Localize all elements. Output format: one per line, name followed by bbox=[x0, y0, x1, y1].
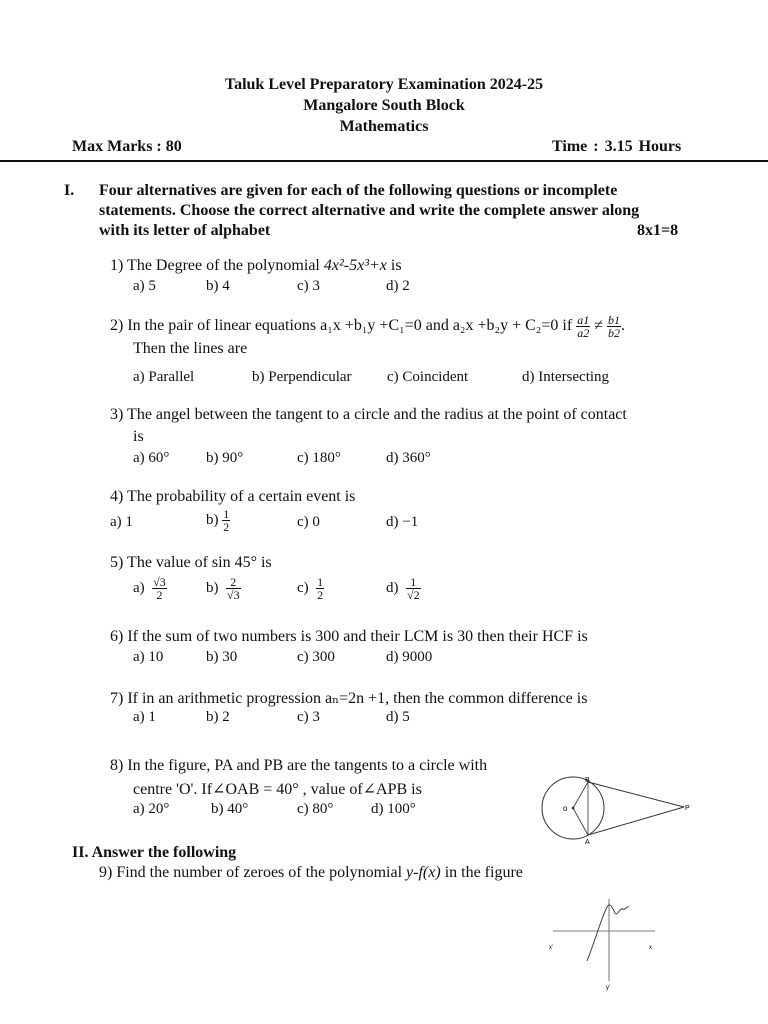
header-divider bbox=[0, 160, 768, 162]
question-text: The value of sin 45° is bbox=[127, 554, 272, 571]
option-d: d) 9000 bbox=[386, 649, 433, 665]
section-2-label: II. Answer the following bbox=[72, 844, 237, 861]
exam-title: Taluk Level Preparatory Examination 2024-25 bbox=[224, 76, 544, 93]
radius-oa bbox=[573, 808, 588, 835]
option-d: d) 360° bbox=[386, 450, 431, 466]
fraction-a1-a2: $\frac{a1}{a2}$ bbox=[577, 313, 590, 340]
question-text: In the figure, PA and PB are the tangents to a circle with bbox=[127, 757, 488, 774]
option-a: a) 1 bbox=[110, 514, 133, 530]
max-marks: Max Marks : 80 bbox=[72, 138, 182, 155]
question-number: 4) bbox=[110, 488, 124, 505]
option-a: a) 10 bbox=[133, 649, 164, 665]
question-number: 6) bbox=[110, 628, 124, 645]
option-c: c) 3 bbox=[297, 278, 320, 294]
question-9 bbox=[99, 864, 523, 882]
question-text: Find the number of zeroes of the polynomial bbox=[116, 864, 403, 881]
question-2: 2) In the pair of linear equations a₁x +b₁y +C₁=0 and a₂x +b₂y + C₂=0 if $\frac{a1}{a2}$ ≠ $\frac{b1}{b2}$ . bbox=[110, 313, 625, 340]
option-a: a) 20° bbox=[133, 801, 170, 817]
fraction-b1-b2: $\frac{b1}{b2}$ bbox=[607, 313, 620, 340]
tangent-pb bbox=[588, 782, 684, 807]
instructions-line-2: statements. Choose the correct alternative and write the complete answer along bbox=[99, 202, 640, 219]
question-4 bbox=[110, 488, 355, 506]
section-1-marks: 8x1=8 bbox=[637, 222, 679, 239]
question-3 bbox=[110, 406, 627, 424]
option-b: b) 90° bbox=[206, 450, 244, 466]
question-5 bbox=[110, 554, 272, 572]
question-text: The angel between the tangent to a circle and the radius at the point of contact bbox=[127, 406, 627, 423]
option-a: a) Parallel bbox=[133, 369, 195, 385]
option-a: a) 1 bbox=[133, 709, 156, 725]
option-c: c) Coincident bbox=[387, 369, 469, 385]
question-number: 1) bbox=[110, 257, 124, 274]
option-b: b) 40° bbox=[211, 801, 249, 817]
question-text: In the pair of linear equations a₁x +b₁y +C₁=0 and a₂x +b₂y + C₂=0 if bbox=[127, 317, 573, 335]
option-d: d) $\frac{1}{√2}$ bbox=[386, 575, 420, 602]
fraction-one-half: $\frac{1}{2}$ bbox=[317, 575, 324, 602]
question-text-end: in the figure bbox=[444, 864, 523, 881]
option-a: a) $\frac{√3}{2}$ bbox=[133, 575, 166, 602]
label-a: A bbox=[585, 839, 590, 845]
option-a: a) 5 bbox=[133, 278, 156, 294]
not-equal-sign: ≠ bbox=[594, 317, 603, 335]
option-a: a) 60° bbox=[133, 450, 170, 466]
block-name: Mangalore South Block bbox=[303, 97, 465, 114]
question-text: The probability of a certain event is bbox=[127, 488, 356, 505]
section-1-instructions bbox=[99, 181, 699, 241]
label-p: P bbox=[685, 805, 690, 812]
fraction-1-over-root2: $\frac{1}{√2}$ bbox=[407, 575, 420, 602]
option-b: b) 30 bbox=[206, 649, 238, 665]
question-1 bbox=[110, 257, 402, 275]
option-b: b) 2 bbox=[206, 709, 230, 725]
subject-name: Mathematics bbox=[339, 118, 429, 135]
option-c: c) $\frac{1}{2}$ bbox=[297, 575, 324, 602]
option-d: d) −1 bbox=[386, 514, 419, 530]
label-x: x bbox=[649, 945, 652, 951]
label-b: B bbox=[585, 777, 590, 784]
question-text: If in an arithmetic progression aₙ=2n +1, then the common difference is bbox=[127, 690, 588, 707]
question-2-line-2: Then the lines are bbox=[133, 340, 248, 357]
instructions-line-3: with its letter of alphabet bbox=[99, 222, 271, 239]
question-number: 8) bbox=[110, 757, 124, 774]
label-x-prime: x' bbox=[549, 945, 554, 951]
radius-ob bbox=[573, 782, 588, 808]
option-c: c) 300 bbox=[297, 649, 335, 665]
section-1-label: I. bbox=[64, 182, 75, 199]
center-point bbox=[572, 807, 575, 810]
fraction-root3-over-2: $\frac{√3}{2}$ bbox=[153, 575, 166, 602]
question-text-end: is bbox=[390, 257, 402, 274]
question-number: 7) bbox=[110, 690, 124, 707]
polynomial: 4x²-5x³+x bbox=[323, 257, 387, 274]
option-d: d) 2 bbox=[386, 278, 410, 294]
question-number: 9) bbox=[99, 864, 113, 881]
option-b: b) $\frac{2}{√3}$ bbox=[206, 575, 240, 602]
tangent-pa bbox=[588, 807, 684, 835]
question-6 bbox=[110, 628, 588, 646]
question-text: The Degree of the polynomial bbox=[127, 257, 320, 274]
option-d: d) 5 bbox=[386, 709, 410, 725]
option-c: c) 3 bbox=[297, 709, 320, 725]
question-number: 2) bbox=[110, 317, 124, 335]
label-y-prime: y' bbox=[606, 985, 611, 991]
curve-shape bbox=[587, 905, 629, 961]
question-7 bbox=[110, 688, 587, 708]
option-b: b) Perpendicular bbox=[252, 369, 352, 385]
option-d: d) Intersecting bbox=[522, 369, 610, 385]
fraction-2-over-root3: $\frac{2}{√3}$ bbox=[227, 575, 240, 602]
polynomial-graph-figure bbox=[543, 895, 668, 995]
fraction-one-half: $\frac{1}{2}$ bbox=[223, 507, 230, 534]
question-number: 5) bbox=[110, 554, 124, 571]
question-text: If the sum of two numbers is 300 and their LCM is 30 then their HCF is bbox=[127, 628, 588, 645]
polynomial-expression: y-f(x) bbox=[406, 864, 441, 881]
question-number: 3) bbox=[110, 406, 124, 423]
option-d: d) 100° bbox=[371, 801, 416, 817]
question-8-line-2: centre 'O'. If∠OAB = 40° , value of∠APB is bbox=[133, 781, 422, 798]
option-b: b) 4 bbox=[206, 278, 230, 294]
time-allowed: Time : 3.15 Hours bbox=[552, 138, 682, 155]
option-c: c) 80° bbox=[297, 801, 334, 817]
option-c: c) 0 bbox=[297, 514, 320, 530]
option-c: c) 180° bbox=[297, 450, 341, 466]
tangents-circle-figure bbox=[536, 775, 706, 845]
label-o: o bbox=[563, 804, 568, 813]
option-b: b) $\frac{1}{2}$ bbox=[206, 507, 230, 534]
question-8 bbox=[110, 757, 487, 775]
instructions-line-1: Four alternatives are given for each of the following questions or incomplete bbox=[99, 182, 618, 199]
question-3-line-2: is bbox=[133, 428, 144, 445]
